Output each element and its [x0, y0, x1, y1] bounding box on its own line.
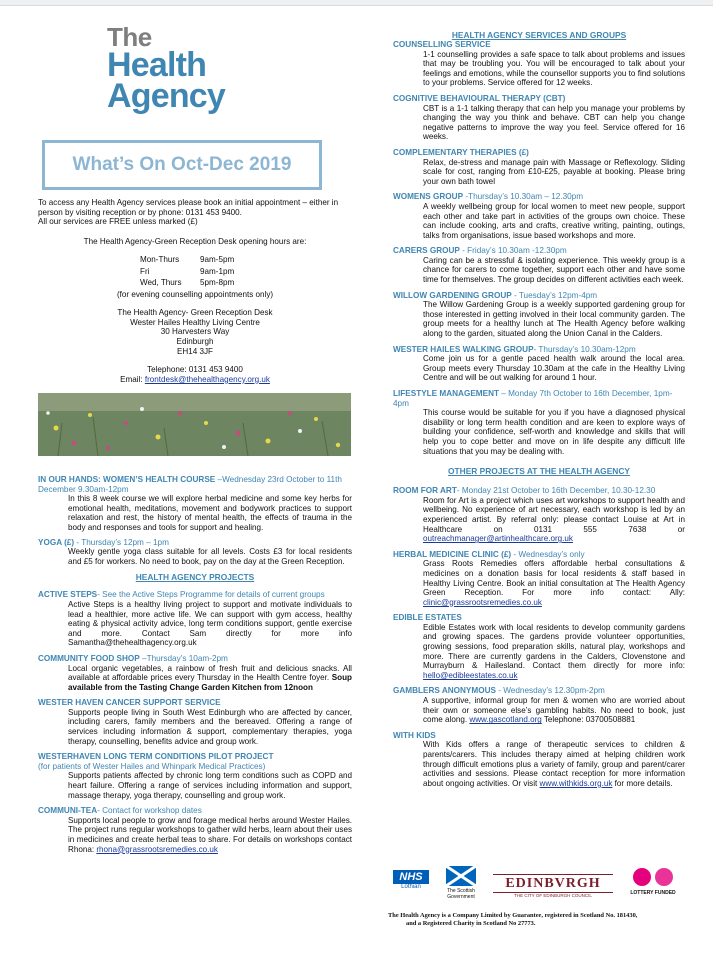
- legal-line2: and a Registered Charity in Scotland No 27773.: [406, 920, 536, 927]
- hours-row: Mon-Thurs 9am-5pm: [140, 255, 235, 265]
- our-hands-body: In this 8 week course we will explore herbal medicine and some key herbs for emotional health, meditations, movement and bodywork practices to support relaxation and rest, the history of mental health, the effects of trauma in the body and responses and tools for support and healing.: [68, 494, 352, 532]
- gascotland-link[interactable]: www.gascotland.org: [469, 715, 542, 725]
- health-agency-logo: [107, 22, 307, 115]
- address-line: 30 Harvesters Way: [160, 327, 230, 337]
- room-for-art-title: ROOM FOR ART- Monday 21st October to 16th December, 10.30-12.30: [393, 486, 656, 496]
- edible-estates-body: Edible Estates work with local residents to develop community gardens and growing spaces. The gardens provide volunteer opportunities, growing sessions, food preparation skills, natural play, workshops and more. There are currently gardens in the Calders, Clovenstone and Murrayburn & Hailesland. Contact them directly for more info: hello@edibleestates.co.uk: [423, 622, 685, 680]
- top-border: [0, 0, 713, 6]
- active-steps-title: ACTIVE STEPS- See the Active Steps Programme for details of current groups: [38, 590, 325, 600]
- intro-block: [38, 198, 352, 384]
- food-shop-body: Local organic vegetables, a rainbow of fresh fruit and delicious snacks. All available at affordable prices every Thursday in the Health Centre foyer. Soup available from the Tasting Change Garden Kitchen from 12noon: [68, 663, 352, 692]
- long-term-title: WESTERHAVEN LONG TERM CONDITIONS PILOT PROJECT: [38, 752, 274, 762]
- clinic-email-link[interactable]: clinic@grassrootsremedies.co.uk: [423, 597, 542, 607]
- address-line: Edinburgh: [176, 336, 214, 346]
- walking-group-title: WESTER HAILES WALKING GROUP- Thursday’s 10.30am-12pm: [393, 344, 636, 354]
- projects-heading: HEALTH AGENCY PROJECTS: [135, 572, 255, 583]
- right-events: [393, 30, 685, 788]
- address: [38, 308, 352, 356]
- edible-estates-title: EDIBLE ESTATES: [393, 613, 462, 623]
- lottery-funded-logo: LOTTERY FUNDED: [625, 868, 681, 908]
- counselling-title: COUNSELLING SERVICE: [393, 40, 491, 49]
- reception-heading: The Health Agency-Green Reception Desk opening hours are:: [83, 236, 307, 246]
- counselling-body: 1-1 counselling provides a safe space to talk about problems and issues that may be troubling you. You will be encouraged to talk about your feelings and emotions, while the counsellor supports you to find solutions to your problems. Service offered for 12 weeks.: [423, 49, 685, 88]
- gamblers-title: GAMBLERS ANONYMOUS - Wednesday’s 12.30pm-2pm: [393, 686, 605, 696]
- saltire-icon: [446, 866, 476, 886]
- whats-on-banner: [42, 140, 322, 190]
- womens-group-body: A weekly wellbeing group for local women to meet new people, support each other and take part in activities of the groups own choice. These can include cooking, arts and crafts, creative writing, painting, outings, talks from organisations, issue based workshops and more.: [423, 201, 685, 240]
- email-line: Email: frontdesk@thehealthagency.org.uk: [120, 374, 270, 384]
- hours-row: Fri 9am-1pm: [140, 266, 235, 276]
- telephone: Telephone: 0131 453 9400: [147, 365, 243, 375]
- left-events: [38, 475, 352, 854]
- opening-hours-table: [138, 253, 236, 289]
- wildflower-photo: [38, 393, 351, 456]
- carers-group-title: CARERS GROUP - Friday’s 10.30am -12.30pm: [393, 246, 567, 256]
- nhs-logo: NHS Lothian: [393, 870, 429, 906]
- gamblers-body: A supportive, informal group for men & women who are worried about their own or someone else’s gambling habits. No need to book, just come along. www.gascotland.org Telephone: 03700508881: [423, 696, 685, 725]
- logo-the: The: [107, 22, 152, 52]
- edinburgh-council-logo: EDINBVRGH THE CITY OF EDINBURGH COUNCIL: [493, 874, 613, 902]
- herbal-clinic-body: Grass Roots Remedies offers affordable herbal consultations & medicines on a donation basis for local residents & staff based in Healthy Living Centre. Book an initial consultation at The Health Agency Green Reception. For more info contact: Ally: clinic@grassrootsremedies.co.uk: [423, 559, 685, 607]
- scottish-government-logo: The Scottish Government: [439, 866, 483, 910]
- room-for-art-body: Room for Art is a project which uses art workshops to support health and wellbeing. No experience of art necessary, each workshop is led by an experienced artist. By referral only: please contact Louise at Art in Healthcare on 0131 555 7638 or outreachmanager@artinhealthcare.org.uk: [423, 495, 685, 544]
- lifestyle-body: This course would be suitable for you if you have a diagnosed physical disability or long term health condition and are keen to explore ways of building your confidence, self-worth and knowledge and skills that will help you to cope better and move on in life despite any difficult life situations that you may be dealing with.: [423, 408, 685, 456]
- lottery-icon: [625, 868, 681, 886]
- other-projects-heading: OTHER PROJECTS AT THE HEALTH AGENCY: [448, 466, 630, 477]
- address-line: The Health Agency- Green Reception Desk: [117, 308, 273, 318]
- cbt-title: COGNITIVE BEHAVIOURAL THERAPY (CBT): [393, 93, 566, 103]
- with-kids-body: With Kids offers a range of therapeutic services to children & parents/carers. This includes therapy aimed at helping children work through difficult emotions plus a variety of family, group and parent/carer activities and sessions. Please contact reception for more information about ongoing activities. Or visit www.withkids.org.uk for more details.: [423, 740, 685, 788]
- address-line: Wester Hailes Healthy Living Centre: [130, 317, 260, 327]
- cbt-body: CBT is a 1-1 talking therapy that can help you manage your problems by changing the way you think and behave. CBT can help you change negative patterns to improve the way you feel. Service offered for 16 weeks.: [423, 103, 685, 142]
- page-title: What’s On Oct-Dec 2019: [72, 154, 292, 175]
- intro-line1: To access any Health Agency services please book an initial appointment – either in person by visiting reception or by phone: 0131 453 9400.: [38, 198, 339, 217]
- hours-row: Wed, Thurs 5pm-8pm: [140, 278, 235, 288]
- communi-tea-body: Supports local people to grow and forage medical herbs around Wester Hailes. The project runs regular workshops to gather wild herbs, learn about their uses in medicines and create herbal teas to share. For details on workshops contact Rhona: rhona@grassrootsremedies.co.uk: [68, 815, 352, 854]
- hours-note: (for evening counselling appointments only): [116, 289, 274, 299]
- cancer-support-title: WESTER HAVEN CANCER SUPPORT SERVICE: [38, 698, 221, 708]
- funder-logos: [393, 866, 693, 914]
- legal-line1: The Health Agency is a Company Limited by Guarantee, registered in Scotland No. 181430,: [388, 912, 638, 919]
- walking-group-body: Come join us for a gentle paced health walk around the local area. Group meets every Thursday 10.30am at the cafe in the Healthy Living Centre and will be out walking for around 1 hour.: [423, 354, 685, 383]
- legal-footer: [388, 912, 688, 928]
- complementary-title: COMPLEMENTARY THERAPIES (£): [393, 147, 529, 157]
- address-line: EH14 3JF: [177, 346, 213, 356]
- rhona-email-link[interactable]: rhona@grassrootsremedies.co.uk: [96, 844, 218, 854]
- long-term-body: Supports patients affected by chronic long term conditions such as COPD and heart failure. Offering a range of services including information and support, massage therapy, yoga therapy, counselling and group work.: [68, 771, 352, 800]
- withkids-link[interactable]: www.withkids.org.uk: [539, 778, 613, 788]
- long-term-subtitle: (for patients of Wester Hailes and Whinpark Medical Practices): [38, 761, 266, 771]
- active-steps-body: Active Steps is a healthy living project to support and motivate individuals to lead a healthier, more active life. We can support with gym access, healthy eating & physical activity advice, long term conditions support, gentle exercise and more. Contact Sam directly for more info Samantha@thehealthagency.org.uk: [68, 599, 352, 648]
- willow-title: WILLOW GARDENING GROUP - Tuesday’s 12pm-4pm: [393, 290, 598, 300]
- wildflower-photo-image: [38, 393, 351, 456]
- lifestyle-title: LIFESTYLE MANAGEMENT – Monday 7th October to 16th December, 1pm-4pm: [393, 389, 673, 408]
- logo-agency: Agency: [107, 77, 226, 115]
- carers-group-body: Caring can be a stressful & isolating experience. This weekly group is a chance for carers to come together, support each other and have some time for themselves. The group decides on different activities each week.: [423, 255, 685, 285]
- cancer-support-body: Supports people living in South West Edinburgh who are affected by cancer, including carers, family members and the bereaved. Offering a range of services including information & support, complementary therapies, yoga therapy, counselling, benefits advice and group work.: [68, 707, 352, 746]
- services-heading: HEALTH AGENCY SERVICES AND GROUPS: [451, 30, 627, 40]
- with-kids-title: WITH KIDS: [393, 730, 436, 740]
- logo-health: Health: [107, 46, 207, 84]
- frontdesk-email-link[interactable]: frontdesk@thehealthagency.org.uk: [144, 374, 270, 384]
- willow-body: The Willow Gardening Group is a weekly supported gardening group for those interested in getting involved in their local community garden. The group meets for a healthy lunch at The Health Agency before walking along to the garden, situated along the Union Canal in the Calders.: [423, 300, 685, 339]
- food-shop-title: COMMUNITY FOOD SHOP –Thursday’s 10am-2pm: [38, 653, 228, 663]
- yoga-body: Weekly gentle yoga class suitable for all levels. Costs £3 for local residents and £5 for workers. No need to book, pay on the day at the Green Reception.: [68, 547, 352, 566]
- womens-group-title: WOMENS GROUP -Thursday’s 10.30am – 12.30pm: [393, 192, 584, 202]
- herbal-clinic-title: HERBAL MEDICINE CLINIC (£) - Wednesday’s only: [393, 549, 585, 559]
- communi-tea-title: COMMUNI-TEA- Contact for workshop dates: [38, 806, 202, 816]
- yoga-title: YOGA (£) - Thursday’s 12pm – 1pm: [38, 537, 169, 547]
- edible-email-link[interactable]: hello@edibleestates.co.uk: [423, 670, 518, 680]
- outreach-email-link[interactable]: outreachmanager@artinhealthcare.org.uk: [423, 534, 573, 544]
- intro-line2: All our services are FREE unless marked (£): [38, 217, 198, 227]
- our-hands-title: IN OUR HANDS: WOMEN’S HEALTH COURSE –Wednesday 23rd October to 11th December 9.30am-12pm: [38, 475, 342, 494]
- complementary-body: Relax, de-stress and manage pain with Massage or Reflexology. Sliding scale for cost, ranging from £10-£25, payable at booking. Please bring your own bath towel: [423, 157, 685, 186]
